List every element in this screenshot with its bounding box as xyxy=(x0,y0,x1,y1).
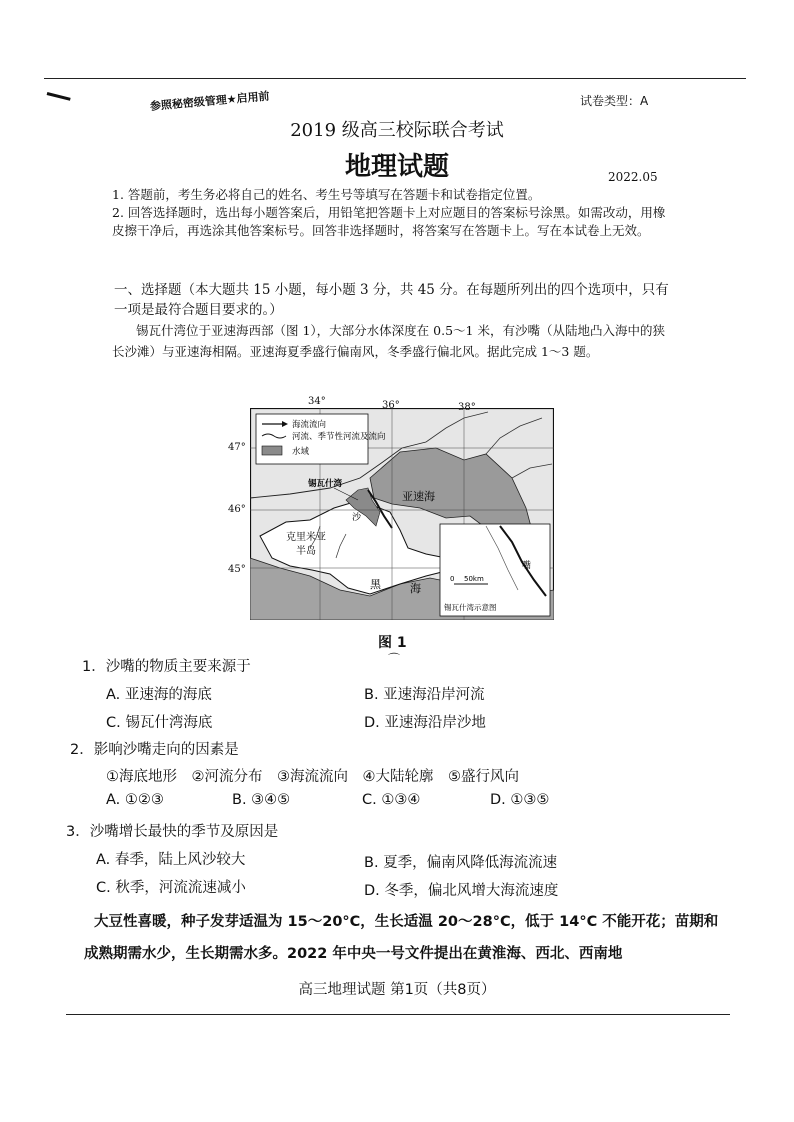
stray-mark: ⌒ xyxy=(388,652,401,666)
page-footer: 高三地理试题 第1页（共8页） xyxy=(298,982,496,998)
question-2-option-a: A. ①②③ xyxy=(106,792,164,808)
bottom-rule xyxy=(66,1014,730,1015)
section-intro: 锡瓦什湾位于亚速海西部（图 1），大部分水体深度在 0.5～1 米，有沙嘴（从陆地凸入海中的狭长沙滩）与亚速海相隔。亚速海夏季盛行偏南风，冬季盛行偏北风。据此完成 1～3 题。 xyxy=(112,323,665,359)
lat-47-label: 47° xyxy=(228,442,246,453)
question-1-option-a: A. 亚速海的海底 xyxy=(106,687,212,703)
question-3-option-a: A. 春季，陆上风沙较大 xyxy=(96,852,246,868)
label-spit-2: 嘴 xyxy=(522,561,532,571)
section-title: 一、选择题（本大题共 15 小题，每小题 3 分，共 45 分。在每题所列出的四个选项中，只有一项是最符合题目要求的。） xyxy=(114,282,669,318)
lon-38-label: 38° xyxy=(458,402,476,413)
figure-caption: 图 1 xyxy=(378,635,407,651)
question-2-option-b: B. ③④⑤ xyxy=(232,792,291,808)
lat-46-label: 46° xyxy=(228,504,246,515)
label-crimea-2: 半岛 xyxy=(296,546,316,557)
label-sivash-bay: 锡瓦什湾 xyxy=(308,479,343,489)
question-1-stem: 1．沙嘴的物质主要来源于 xyxy=(82,659,251,675)
label-crimea-1: 克里米亚 xyxy=(286,532,326,543)
question-3-stem: 3．沙嘴增长最快的季节及原因是 xyxy=(66,824,279,840)
question-2-stem: 2．影响沙嘴走向的因素是 xyxy=(70,742,239,758)
notice-item-1: 1. 答题前，考生务必将自己的姓名、考生号等填写在答题卡和试卷指定位置。 xyxy=(112,187,541,202)
page-title: 地理试题 xyxy=(344,152,449,182)
notice-item-2: 2. 回答选择题时，选出每小题答案后，用铅笔把答题卡上对应题目的答案标号涂黑。如需改动，用橡皮擦干净后，再选涂其他答案标号。回答非选择题时，将答案写在答题卡上。写在本试卷上无效。 xyxy=(112,205,666,238)
label-spit-1: 沙 xyxy=(352,513,362,523)
exam-name: 2019 级高三校际联合考试 xyxy=(290,120,504,141)
question-1-option-b: B. 亚速海沿岸河流 xyxy=(364,687,485,703)
legend-river: 河流、季节性河流及流向 xyxy=(292,432,386,442)
question-1-option-d: D. 亚速海沿岸沙地 xyxy=(364,715,486,731)
legend-water: 水域 xyxy=(292,447,310,457)
map-figure xyxy=(250,408,554,620)
notice xyxy=(112,186,668,240)
top-rule xyxy=(44,78,746,79)
corner-mark xyxy=(47,92,71,101)
lat-45-label: 45° xyxy=(228,564,246,575)
question-1-option-c: C. 锡瓦什湾海底 xyxy=(106,715,213,731)
lon-34-label: 34° xyxy=(308,396,326,407)
question-2-items: ①海底地形 ②河流分布 ③海流流向 ④大陆轮廓 ⑤盛行风向 xyxy=(106,769,519,785)
question-3-option-c: C. 秋季，河流流速减小 xyxy=(96,880,246,896)
question-2-option-d: D. ①③⑤ xyxy=(490,792,550,808)
scale-zero: 0 xyxy=(450,575,455,583)
question-2-option-c: C. ①③④ xyxy=(362,792,421,808)
label-black-sea-2: 海 xyxy=(410,582,421,595)
scale-50: 50km xyxy=(464,575,484,583)
secret-label: 参照秘密级管理★启用前 xyxy=(149,89,271,113)
material-paragraph: 大豆性喜暖，种子发芽适温为 15～20°C，生长适温 20～28°C，低于 14°C 不能开花；苗期和成熟期需水少，生长期需水多。2022 年中央一号文件提出在黄淮海、西北、西南地 xyxy=(84,914,719,962)
legend-current: 海流流向 xyxy=(292,420,327,430)
lon-34 xyxy=(310,408,326,409)
exam-date: 2022.05 xyxy=(608,170,658,184)
label-black-sea-1: 黑 xyxy=(370,578,381,591)
label-azov-sea: 亚速海 xyxy=(402,490,435,503)
lon-36-label: 36° xyxy=(382,400,400,411)
inset-caption: 锡瓦什湾示意图 xyxy=(444,603,497,612)
paper-type: 试卷类型：A xyxy=(580,94,649,108)
question-3-option-d: D. 冬季，偏北风增大海流速度 xyxy=(364,883,559,899)
question-3-option-b: B. 夏季，偏南风降低海流流速 xyxy=(364,855,558,871)
